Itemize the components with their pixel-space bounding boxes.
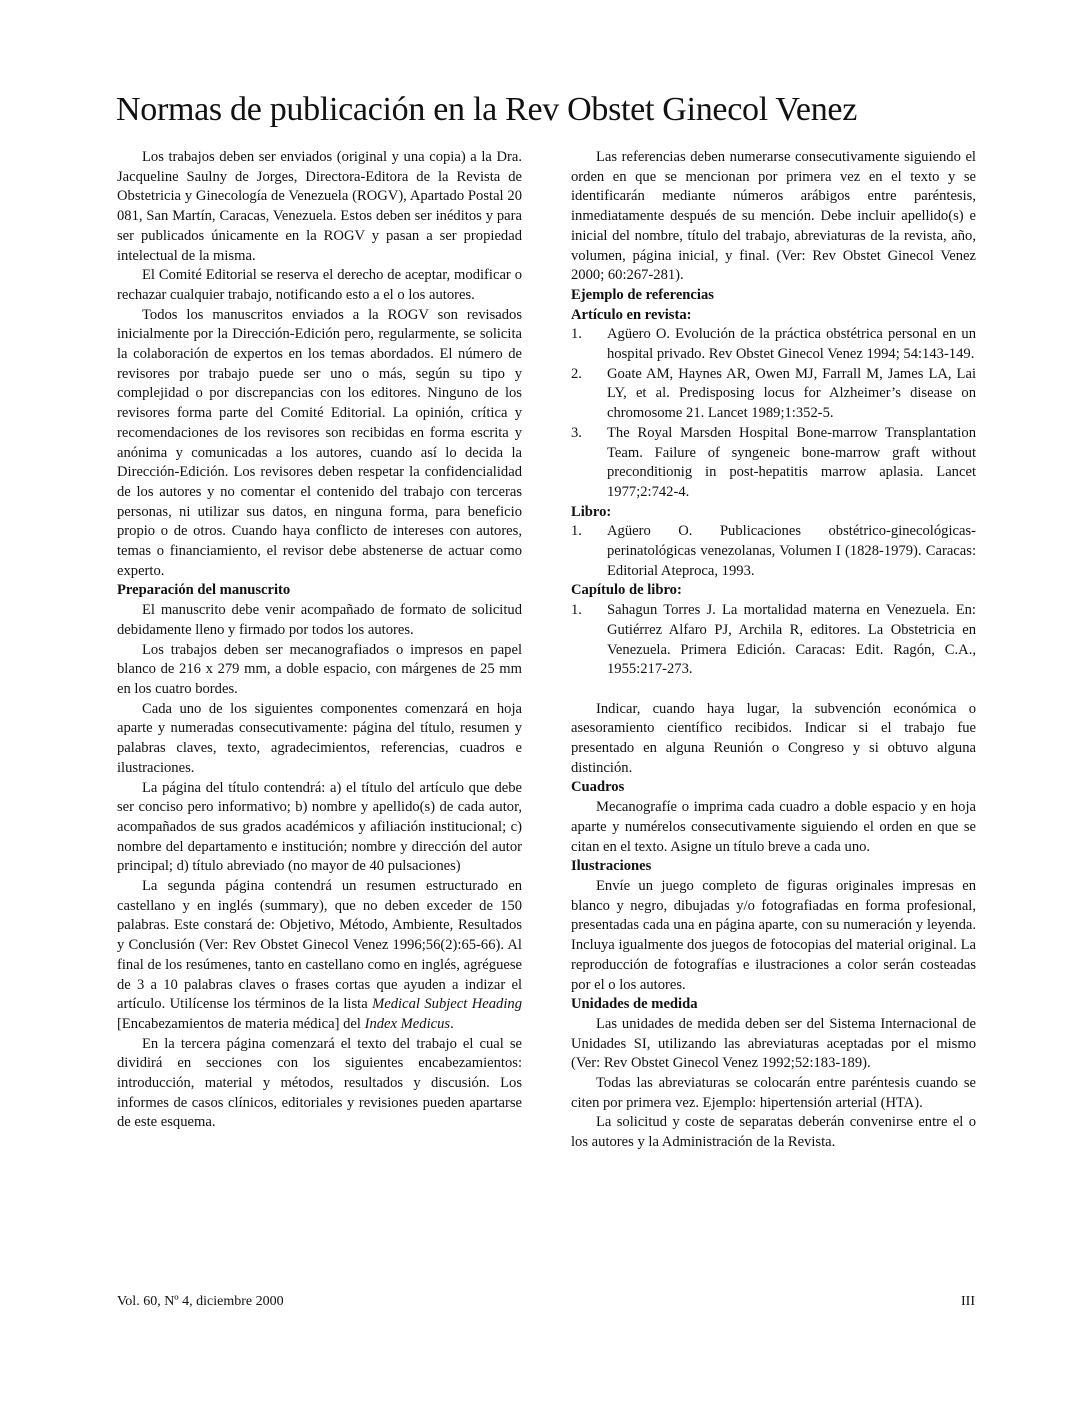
spacer [571,680,976,700]
reference-item [571,522,976,581]
reference-number: 3. [571,424,582,441]
paragraph: Los trabajos deben ser enviados (original y una copia) a la Dra. Jacqueline Saulny de Jorges, Directora-Editora de la Revista de Obstetricia y Ginecología de Venezuela (ROGV), Apartado Postal 20 081, San Martín, Caracas, Venezuela. Estos deben ser inéditos y para ser publicados únicamente en la ROGV y pasan a ser propiedad intelectual de la misma. [117,149,522,264]
reference-list-capitulo [571,601,976,680]
paragraph: En la tercera página comenzará el texto del trabajo el cual se dividirá en secciones con los siguientes encabezamientos: introducción, material y métodos, resultados y discusión. Los informes de casos clínicos, editoriales y revisiones pueden apartarse de este esquema. [117,1035,522,1131]
page-number: III [961,1294,975,1309]
reference-number: 1. [571,523,582,540]
reference-item [571,365,976,424]
italic-term-mesh: Medical Subject Heading [372,996,523,1013]
section-heading-ejemplo: Ejemplo de referencias [571,286,714,303]
section-heading-ilustraciones: Ilustraciones [571,858,652,875]
reference-number: 2. [571,365,582,382]
reference-list-articulo [571,325,976,502]
paragraph: Envíe un juego completo de figuras originales impresas en blanco y negro, dibujadas y/o fotografiadas en forma profesional, presentadas cada una en página aparte, con su numeración y leyenda. Incluya igualmente dos juegos de fotocopias del material original. La reproducción de fotografías e ilustraciones a color serán costeadas por el o los autores. [571,878,976,993]
italic-term-index-medicus: Index Medicus [364,1015,451,1032]
paragraph: Las referencias deben numerarse consecutivamente siguiendo el orden en que se mencionan por primera vez en el texto y se identificarán mediante números arábigos entre paréntesis, inmediatamente después de su mención. Debe incluir apellido(s) e inicial del nombre, título del trabajo, abreviaturas de la revista, año, volumen, página inicial, y final. (Ver: Rev Obstet Ginecol Venez 2000; 60:267-281). [571,149,976,284]
section-heading-preparacion: Preparación del manuscrito [117,582,291,599]
subheading-libro: Libro: [571,503,612,520]
page-title: Normas de publicación en la Rev Obstet Ginecol Venez [116,91,857,128]
section-heading-unidades: Unidades de medida [571,996,698,1013]
reference-text: Agüero O. Publicaciones obstétrico-ginecológicas-perinatológicas venezolanas, Volumen I (1828-1979). Caracas: Editorial Ateproca, 1993. [607,523,976,579]
reference-number: 1. [571,326,582,343]
reference-number: 1. [571,602,582,619]
subheading-capitulo: Capítulo de libro: [571,582,682,599]
reference-text: Goate AM, Haynes AR, Owen MJ, Farrall M, James LA, Lai LY, et al. Predisposing locus for Alzheimer’s disease on chromosome 21. Lancet 1989;1:352-5. [607,365,976,422]
text-run: [Encabezamientos de materia médica] del [117,1015,361,1032]
paragraph: Indicar, cuando haya lugar, la subvención económica o asesoramiento científico recibidos. Indicar si el trabajo fue presentado en alguna Reunión o Congreso y si obtuvo alguna distinción. [571,700,976,776]
reference-text: Agüero O. Evolución de la práctica obstétrica personal en un hospital privado. Rev Obstet Ginecol Venez 1994; 54:143-149. [607,326,976,363]
paragraph: La página del título contendrá: a) el título del artículo que debe ser conciso pero informativo; b) nombre y apellido(s) de cada autor, acompañados de sus grados académicos y afiliación institucional; c) nombre del departamento e institución; nombre y dirección del autor principal; d) título abreviado (no mayor de 40 pulsaciones) [117,779,522,875]
paragraph: El Comité Editorial se reserva el derecho de aceptar, modificar o rechazar cualquier trabajo, notificando esto a el o los autores. [117,267,522,303]
reference-item [571,601,976,680]
reference-text: Sahagun Torres J. La mortalidad materna en Venezuela. En: Gutiérrez Alfaro PJ, Archila R, editores. La Obstetricia en Venezuela. Primera Edición. Caracas: Edit. Ragón, C.A., 1955:217-273. [607,602,976,678]
paragraph [117,877,522,1035]
text-run: . [450,1015,454,1032]
paragraph: Mecanografíe o imprima cada cuadro a doble espacio y en hoja aparte y numérelos consecutivamente siguiendo el orden en que se citan en el texto. Asigne un título breve a cada uno. [571,799,976,855]
subheading-articulo: Artículo en revista: [571,306,692,323]
reference-list-libro [571,522,976,581]
paragraph: La solicitud y coste de separatas deberán convenirse entre el o los autores y la Administración de la Revista. [571,1114,976,1151]
paragraph: Cada uno de los siguientes componentes comenzará en hoja aparte y numeradas consecutivamente: página del título, resumen y palabras claves, texto, agradecimientos, referencias, cuadros e ilustraciones. [117,700,522,776]
reference-text: The Royal Marsden Hospital Bone-marrow Transplantation Team. Failure of syngeneic bone-marrow graft without preconditionig in post-hepatitis marrow aplasia. Lancet 1977;2:742-4. [607,424,976,500]
text-run: La segunda página contendrá un resumen estructurado en castellano y en inglés (summary), que no deben exceder de 150 palabras. Este constará de: Objetivo, Método, Ambiente, Resultados y Conclusión (Ver: Rev Obstet Ginecol Venez 1996;56(2):65-66). Al final de los resúmenes, tanto en castellano como en inglés, agréguese de 3 a 10 palabras claves o frases cortas que ayuden a indizar el artículo. Utilícense los términos de la lista [117,878,522,1013]
section-heading-cuadros: Cuadros [571,779,625,796]
footer-volume-info: Vol. 60, Nº 4, diciembre 2000 [117,1294,284,1309]
paragraph: Todos los manuscritos enviados a la ROGV son revisados inicialmente por la Dirección-Edición pero, regularmente, se solicita la colaboración de expertos en los temas abordados. El número de revisores por trabajo puede ser uno o más, según su tipo y complejidad o por discrepancias con los editores. Ninguno de los revisores forma parte del Comité Editorial. La opinión, crítica y recomendaciones de los revisores son recibidas en forma escrita y anónima y comunicadas a los autores, cuando así lo decida la Dirección-Edición. Los revisores deben respetar la confidencialidad de los autores y no comentar el contenido del trabajo con terceras personas, ni utilizar sus datos, en ninguna forma, para beneficio propio o de otros. Cuando haya conflicto de intereses con autores, temas o financiamiento, el revisor debe abstenerse de actuar como experto. [117,306,522,579]
reference-item [571,325,976,364]
paragraph: Todas las abreviaturas se colocarán entre paréntesis cuando se citen por primera vez. Ejemplo: hipertensión arterial (HTA). [571,1075,976,1111]
paragraph: Las unidades de medida deben ser del Sistema Internacional de Unidades SI, utilizando las abreviaturas aceptadas por el mismo (Ver: Rev Obstet Ginecol Venez 1992;52:183-189). [571,1015,976,1072]
left-column [117,148,522,1133]
paragraph: Los trabajos deben ser mecanografiados o impresos en papel blanco de 216 x 279 mm, a doble espacio, con márgenes de 25 mm en los cuatro bordes. [117,641,522,697]
reference-item [571,424,976,503]
right-column [571,148,976,1153]
paragraph: El manuscrito debe venir acompañado de formato de solicitud debidamente lleno y firmado por todos los autores. [117,602,522,638]
